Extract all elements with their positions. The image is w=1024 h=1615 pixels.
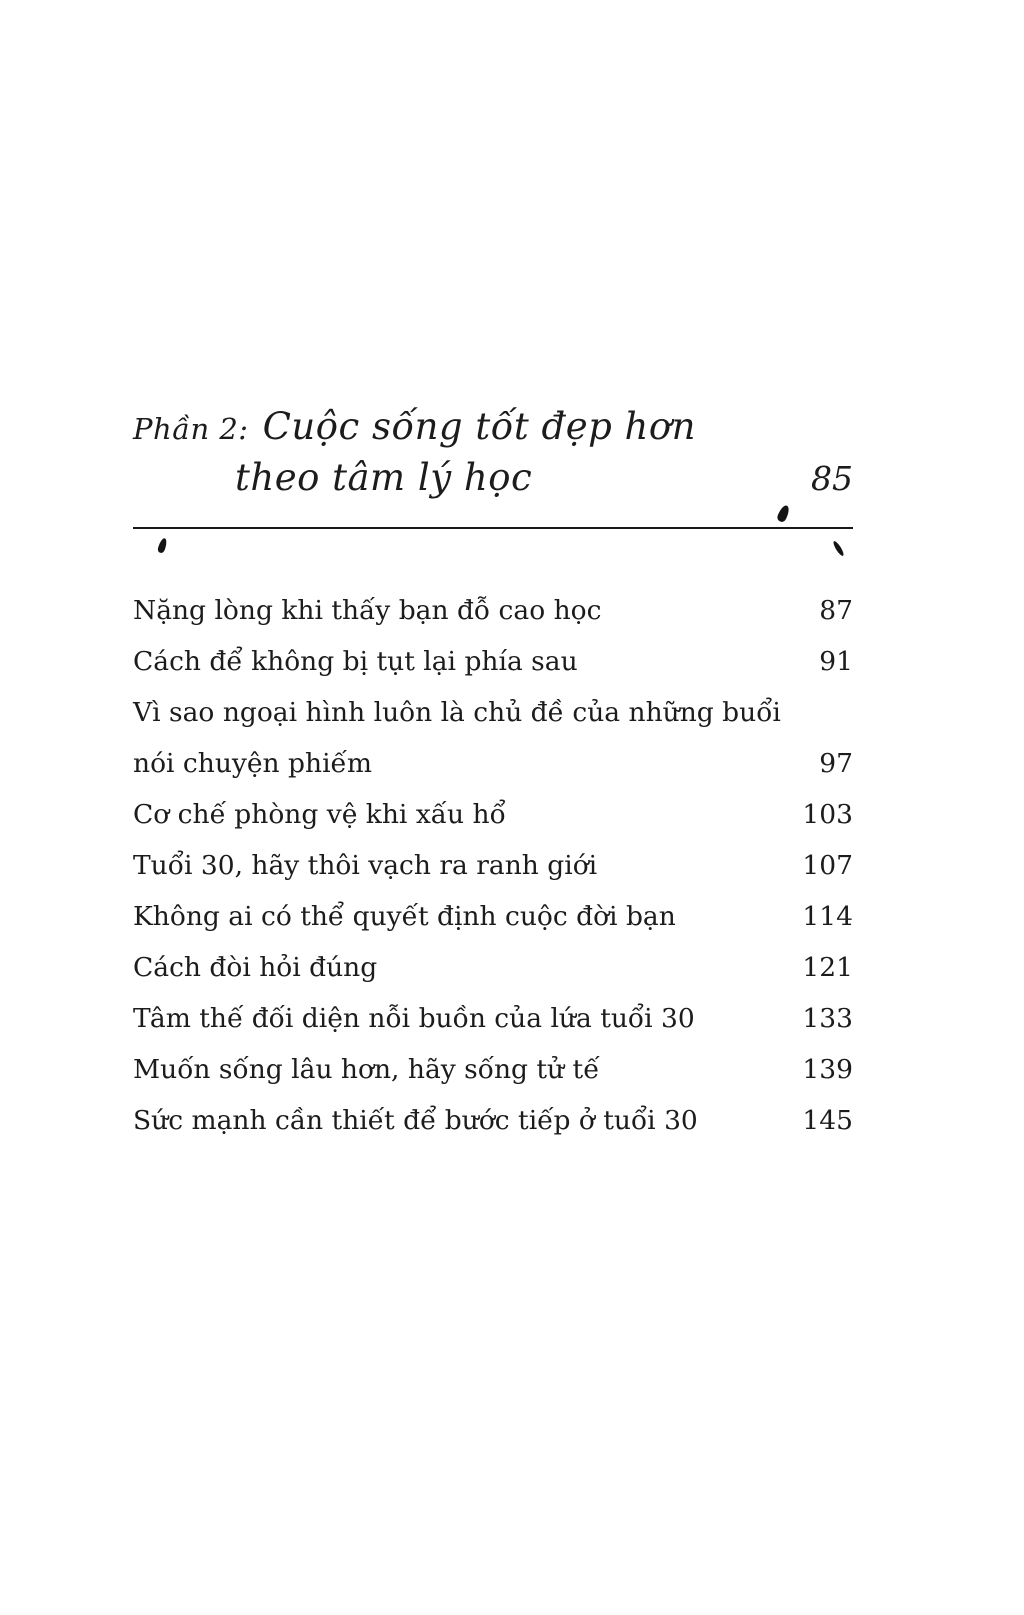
toc-row — [133, 942, 853, 993]
toc-page-number: 87 — [819, 595, 853, 626]
toc-row — [133, 840, 853, 891]
toc-row — [133, 1044, 853, 1095]
section-page-number: 85 — [811, 459, 853, 498]
divider-rule — [133, 527, 853, 529]
toc-page-number: 121 — [802, 952, 853, 983]
toc-title: Muốn sống lâu hơn, hãy sống tử tế — [133, 1054, 600, 1085]
toc-page-number: 139 — [802, 1054, 853, 1085]
toc-list — [133, 585, 853, 1146]
toc-row — [133, 891, 853, 942]
toc-row — [133, 993, 853, 1044]
toc-page-number: 145 — [802, 1105, 853, 1136]
ink-mark-icon — [776, 504, 791, 523]
toc-title: Nặng lòng khi thấy bạn đỗ cao học — [133, 595, 602, 626]
toc-page-number: 107 — [802, 850, 853, 881]
toc-row — [133, 1095, 853, 1146]
book-toc-page — [133, 0, 853, 1146]
divider-line — [133, 527, 853, 529]
toc-page-number: 114 — [802, 901, 853, 932]
toc-row — [133, 789, 853, 840]
toc-page-number: 97 — [819, 748, 853, 779]
toc-title: Vì sao ngoại hình luôn là chủ đề của những buổi nói chuyện phiếm — [133, 697, 781, 779]
toc-title: Sức mạnh cần thiết để bước tiếp ở tuổi 30 — [133, 1105, 698, 1136]
section-heading — [133, 405, 853, 499]
toc-row — [133, 636, 853, 687]
toc-title: Cơ chế phòng vệ khi xấu hổ — [133, 799, 506, 830]
section-label: Phần 2: — [133, 412, 249, 446]
toc-title: Không ai có thể quyết định cuộc đời bạn — [133, 901, 676, 932]
section-heading-line1 — [133, 405, 853, 448]
toc-row — [133, 585, 853, 636]
section-heading-line2 — [133, 456, 853, 499]
toc-title: Cách để không bị tụt lại phía sau — [133, 646, 578, 677]
ink-mark-icon — [832, 540, 845, 557]
section-title-line1: Cuộc sống tốt đẹp hơn — [262, 405, 696, 448]
toc-title: Tuổi 30, hãy thôi vạch ra ranh giới — [133, 850, 598, 881]
toc-page-number: 103 — [802, 799, 853, 830]
section-title-line2: theo tâm lý học — [235, 456, 533, 499]
toc-title: Cách đòi hỏi đúng — [133, 952, 378, 983]
toc-row — [133, 687, 853, 789]
toc-title: Tâm thế đối diện nỗi buồn của lứa tuổi 30 — [133, 1003, 695, 1034]
toc-page-number: 133 — [802, 1003, 853, 1034]
ink-mark-icon — [157, 537, 168, 553]
toc-page-number: 91 — [819, 646, 853, 677]
